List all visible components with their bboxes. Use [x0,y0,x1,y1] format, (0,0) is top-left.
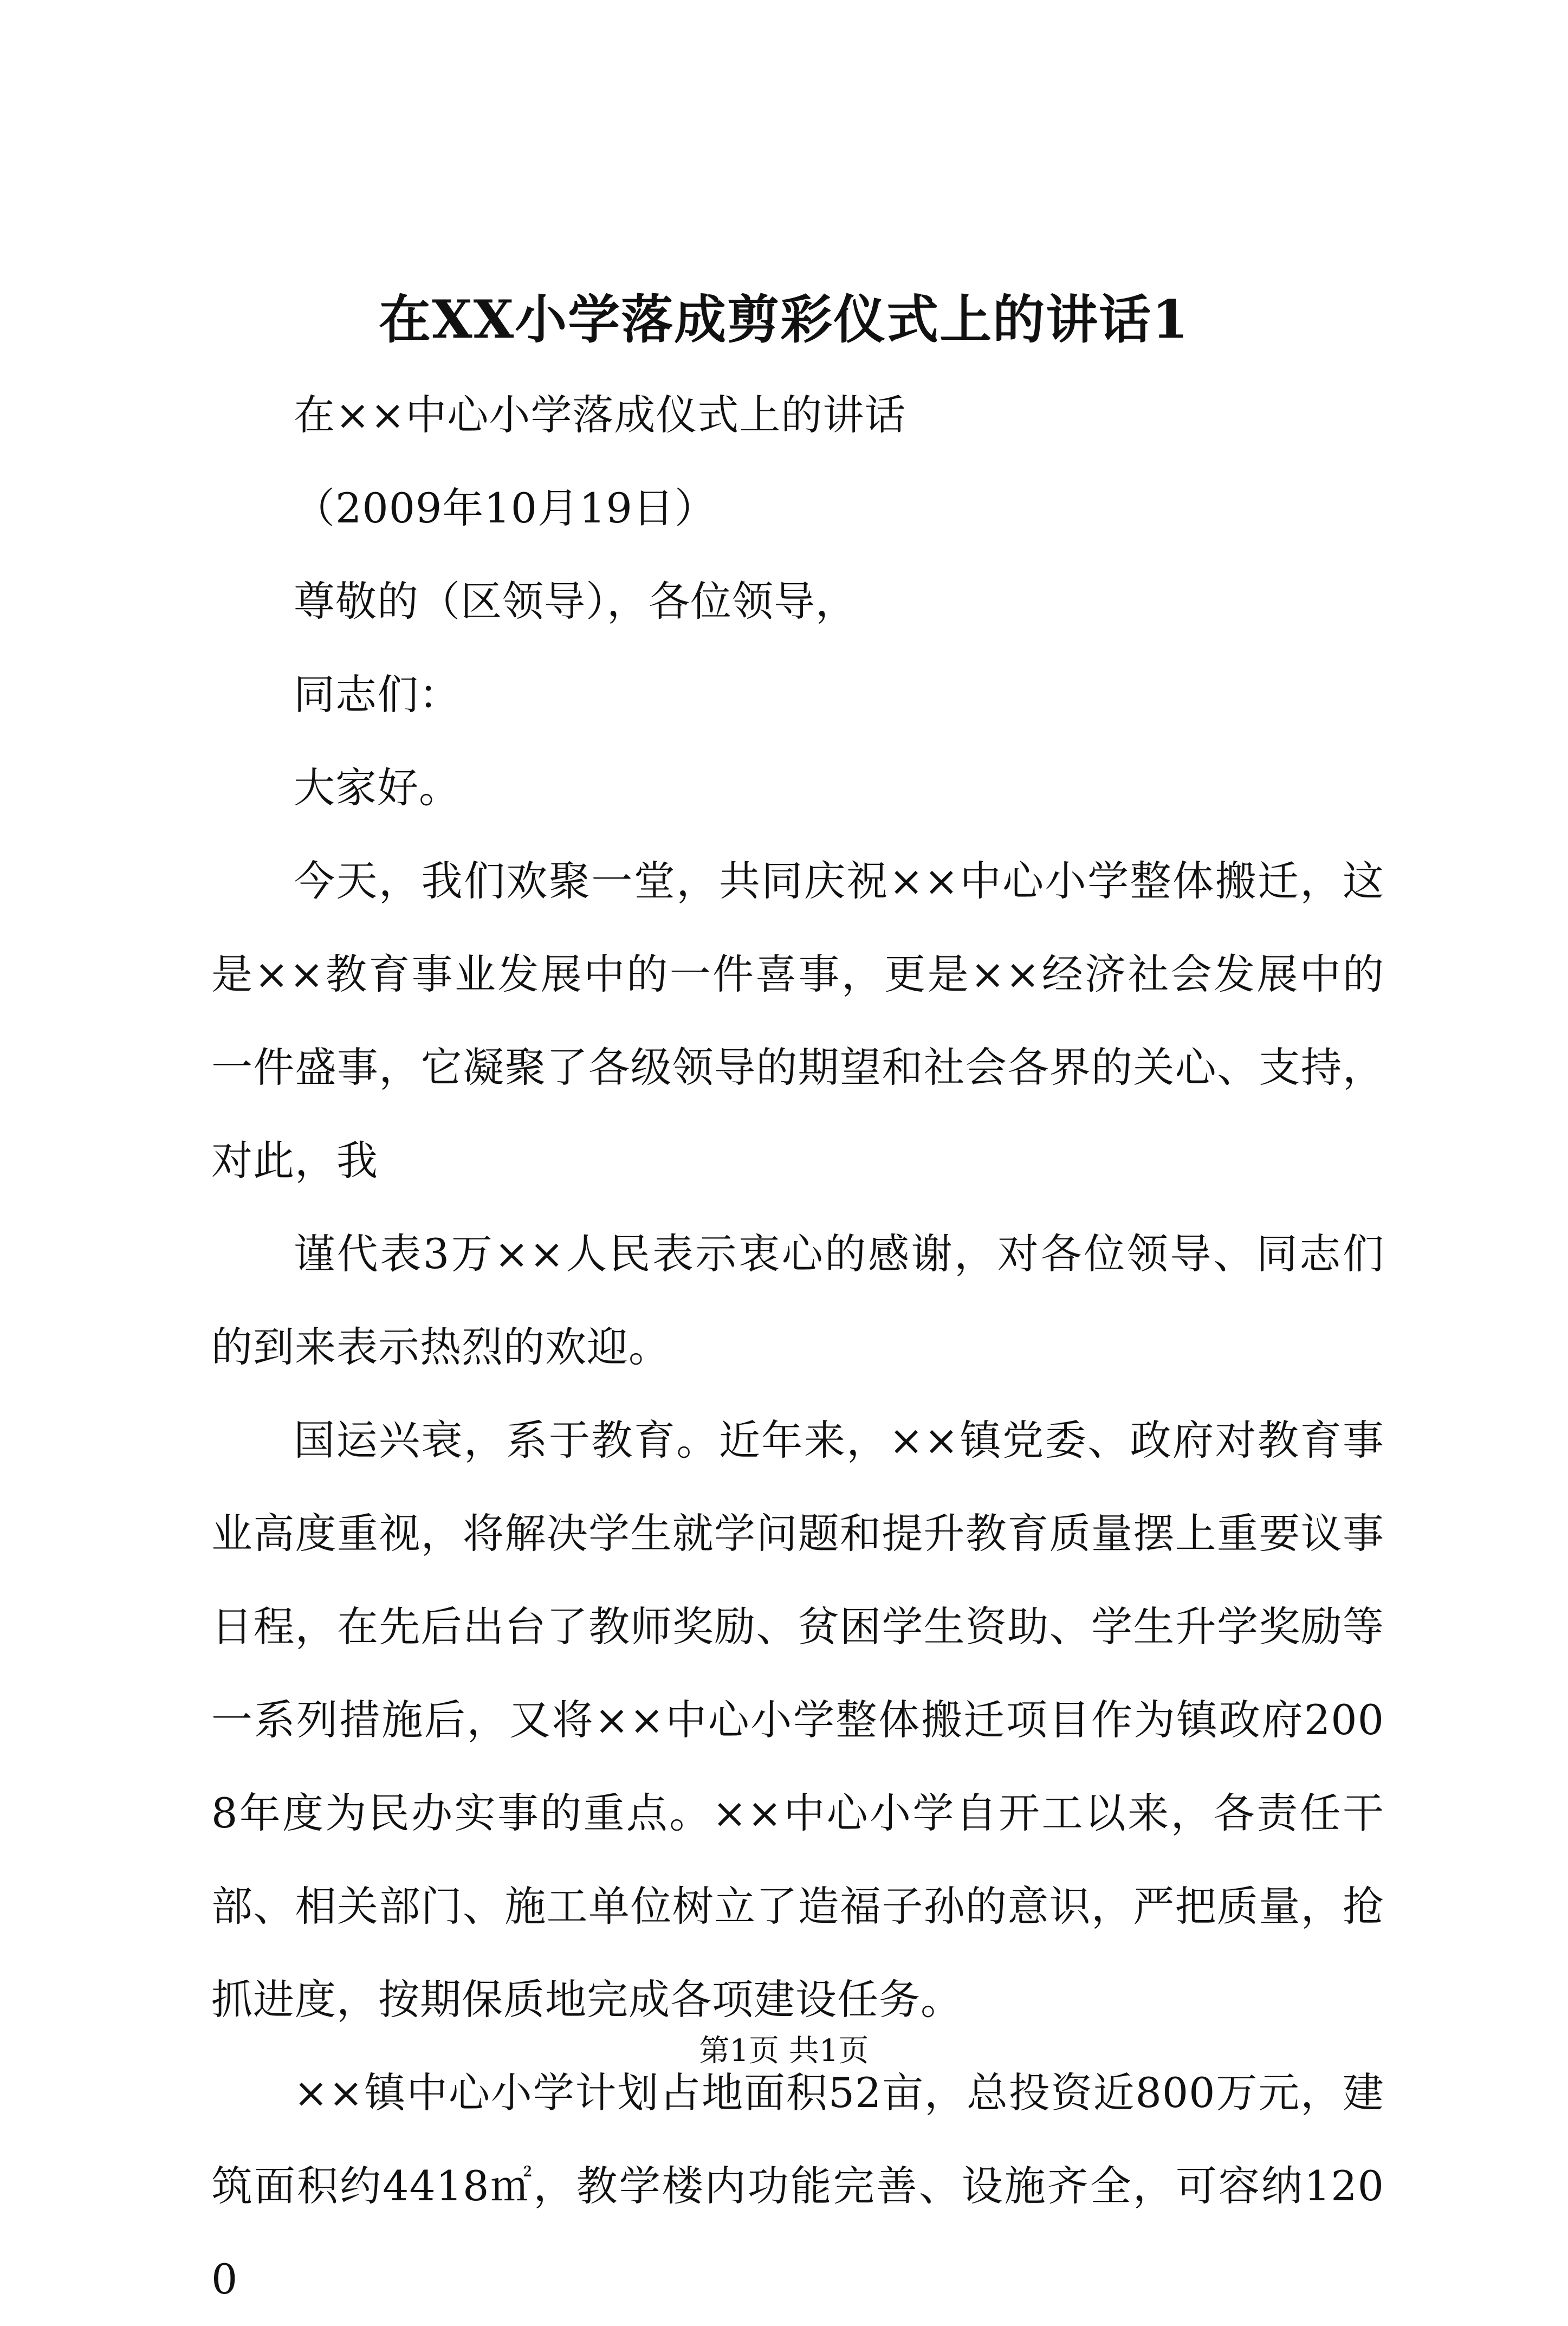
paragraph-celebration: 今天，我们欢聚一堂，共同庆祝××中心小学整体搬迁，这是××教育事业发展中的一件喜事，更是××经济社会发展中的一件盛事，它凝聚了各级领导的期望和社会各界的关心、支持，对此，我 [211,857,1384,1185]
page-footer: 第1页 共1页 [699,2033,869,2069]
paragraph-thanks: 谨代表3万××人民表示衷心的感谢，对各位领导、同志们的到来表示热烈的欢迎。 [211,1230,1384,1371]
paragraph-comrades: 同志们： [294,670,461,719]
document-title: 在XX小学落成剪彩仪式上的讲话1 [379,289,1189,350]
paragraph-speech-heading: 在××中心小学落成仪式上的讲话 [294,391,906,439]
paragraph-date: （2009年10月19日） [294,484,716,532]
paragraph-salutation: 尊敬的（区领导），各位领导， [294,577,857,625]
paragraph-school-facts: ××镇中心小学计划占地面积52亩，总投资近800万元，建筑面积约4418㎡，教学楼内功能完善、设施齐全，可容纳1200 [211,2069,1384,2303]
paragraph-education: 国运兴衰，系于教育。近年来，××镇党委、政府对教育事业高度重视，将解决学生就学问题和提升教育质量摆上重要议事日程，在先后出台了教师奖励、贫困学生资助、学生升学奖励等一系列措施后，又将××中心小学整体搬迁项目作为镇政府2008年度为民办实事的重点。××中心小学自开工以来，各责任干部、相关部门、施工单位树立了造福子孙的意识，严把质量，抢抓进度，按期保质地完成各项建设任务。 [211,1416,1384,2024]
paragraph-greeting: 大家好。 [294,764,461,812]
